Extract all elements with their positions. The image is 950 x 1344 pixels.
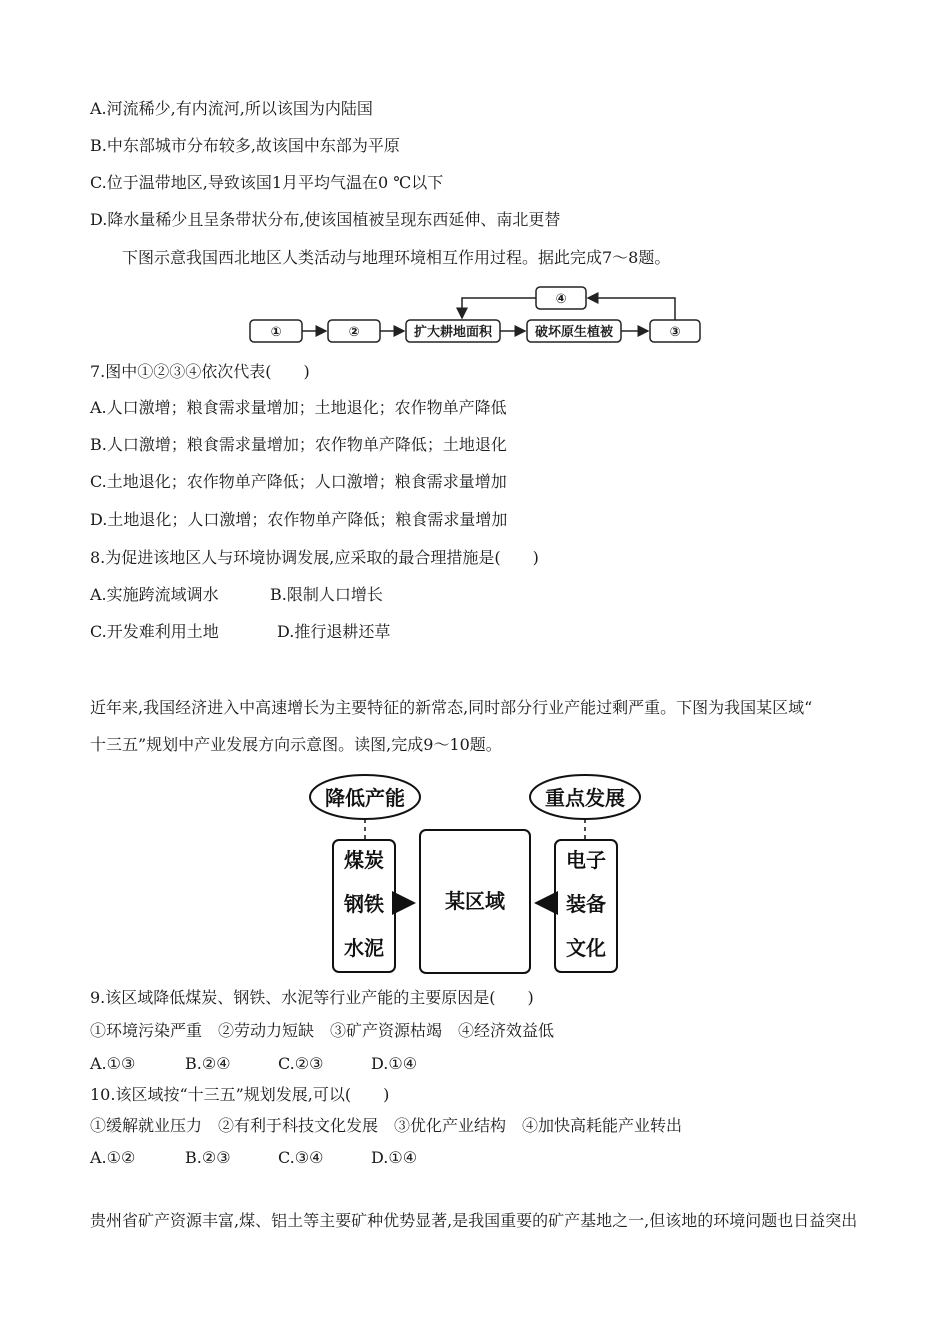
q7-option-a: A.人口激增；粮食需求量增加；土地退化；农作物单产降低: [90, 398, 507, 417]
q7-option-d: D.土地退化；人口激增；农作物单产降低；粮食需求量增加: [90, 510, 508, 529]
q8-stem: 8.为促进该地区人与环境协调发展,应采取的最合理措施是( ): [90, 548, 539, 567]
left-item-2: 钢铁: [344, 892, 384, 916]
q10-items: ①缓解就业压力 ②有利于科技文化发展 ③优化产业结构 ④加快高耗能产业转出: [90, 1116, 683, 1135]
flow-diagram-1: [0, 280, 950, 350]
right-item-3: 文化: [566, 936, 606, 960]
flow1-label-1: ①: [270, 325, 282, 340]
q10-option-d: D.①④: [371, 1148, 418, 1167]
q6-option-d: D.降水量稀少且呈条带状分布,使该国植被呈现东西延伸、南北更替: [90, 210, 561, 229]
left-item-1: 煤炭: [344, 848, 384, 872]
q9-option-a: A.①③: [90, 1054, 136, 1073]
flow1-label-3: 扩大耕地面积: [413, 325, 493, 340]
flow1-label-5: ③: [669, 325, 681, 340]
q10-option-c: C.③④: [278, 1148, 324, 1167]
q6-option-c: C.位于温带地区,导致该国1月平均气温在0 ℃以下: [90, 173, 444, 192]
q10-option-a: A.①②: [90, 1148, 136, 1167]
intro-9-10-line2: 十三五”规划中产业发展方向示意图。读图,完成9～10题。: [90, 735, 502, 754]
q8-option-c: C.开发难利用土地: [90, 622, 219, 641]
q9-option-b: B.②④: [185, 1054, 231, 1073]
q9-items: ①环境污染严重 ②劳动力短缺 ③矿产资源枯竭 ④经济效益低: [90, 1021, 555, 1040]
flow1-label-4: 破坏原生植被: [534, 325, 614, 340]
right-item-2: 装备: [566, 892, 606, 916]
q6-option-a: A.河流稀少,有内流河,所以该国为内陆国: [90, 99, 373, 118]
q9-option-d: D.①④: [371, 1054, 418, 1073]
q10-stem: 10.该区域按“十三五”规划发展,可以( ): [90, 1085, 390, 1104]
q9-option-c: C.②③: [278, 1054, 324, 1073]
intro-9-10-line1: 近年来,我国经济进入中高速增长为主要特征的新常态,同时部分行业产能过剩严重。下图为我国某区域“: [90, 698, 813, 717]
q10-option-b: B.②③: [185, 1148, 231, 1167]
center-label: 某区域: [445, 889, 505, 913]
right-item-1: 电子: [566, 848, 606, 872]
flow1-label-top: ④: [555, 292, 567, 307]
q7-option-c: C.土地退化；农作物单产降低；人口激增；粮食需求量增加: [90, 472, 507, 491]
left-oval-label: 降低产能: [325, 786, 405, 810]
q8-option-b: B.限制人口增长: [270, 585, 383, 604]
intro-7-8: 下图示意我国西北地区人类活动与地理环境相互作用过程。据此完成7～8题。: [122, 248, 671, 267]
left-item-3: 水泥: [344, 936, 384, 960]
q7-stem: 7.图中①②③④依次代表( ): [90, 362, 310, 381]
guizhou-intro: 贵州省矿产资源丰富,煤、铝土等主要矿种优势显著,是我国重要的矿产基地之一,但该地的环境问题也日益突出: [90, 1211, 858, 1230]
q8-option-d: D.推行退耕还草: [277, 622, 391, 641]
flow1-label-2: ②: [348, 325, 360, 340]
right-oval-label: 重点发展: [545, 786, 625, 810]
flow-diagram-2: [0, 770, 950, 980]
q7-option-b: B.人口激增；粮食需求量增加；农作物单产降低；土地退化: [90, 435, 507, 454]
q6-option-b: B.中东部城市分布较多,故该国中东部为平原: [90, 136, 400, 155]
q8-option-a: A.实施跨流域调水: [90, 585, 219, 604]
q9-stem: 9.该区域降低煤炭、钢铁、水泥等行业产能的主要原因是( ): [90, 988, 534, 1007]
